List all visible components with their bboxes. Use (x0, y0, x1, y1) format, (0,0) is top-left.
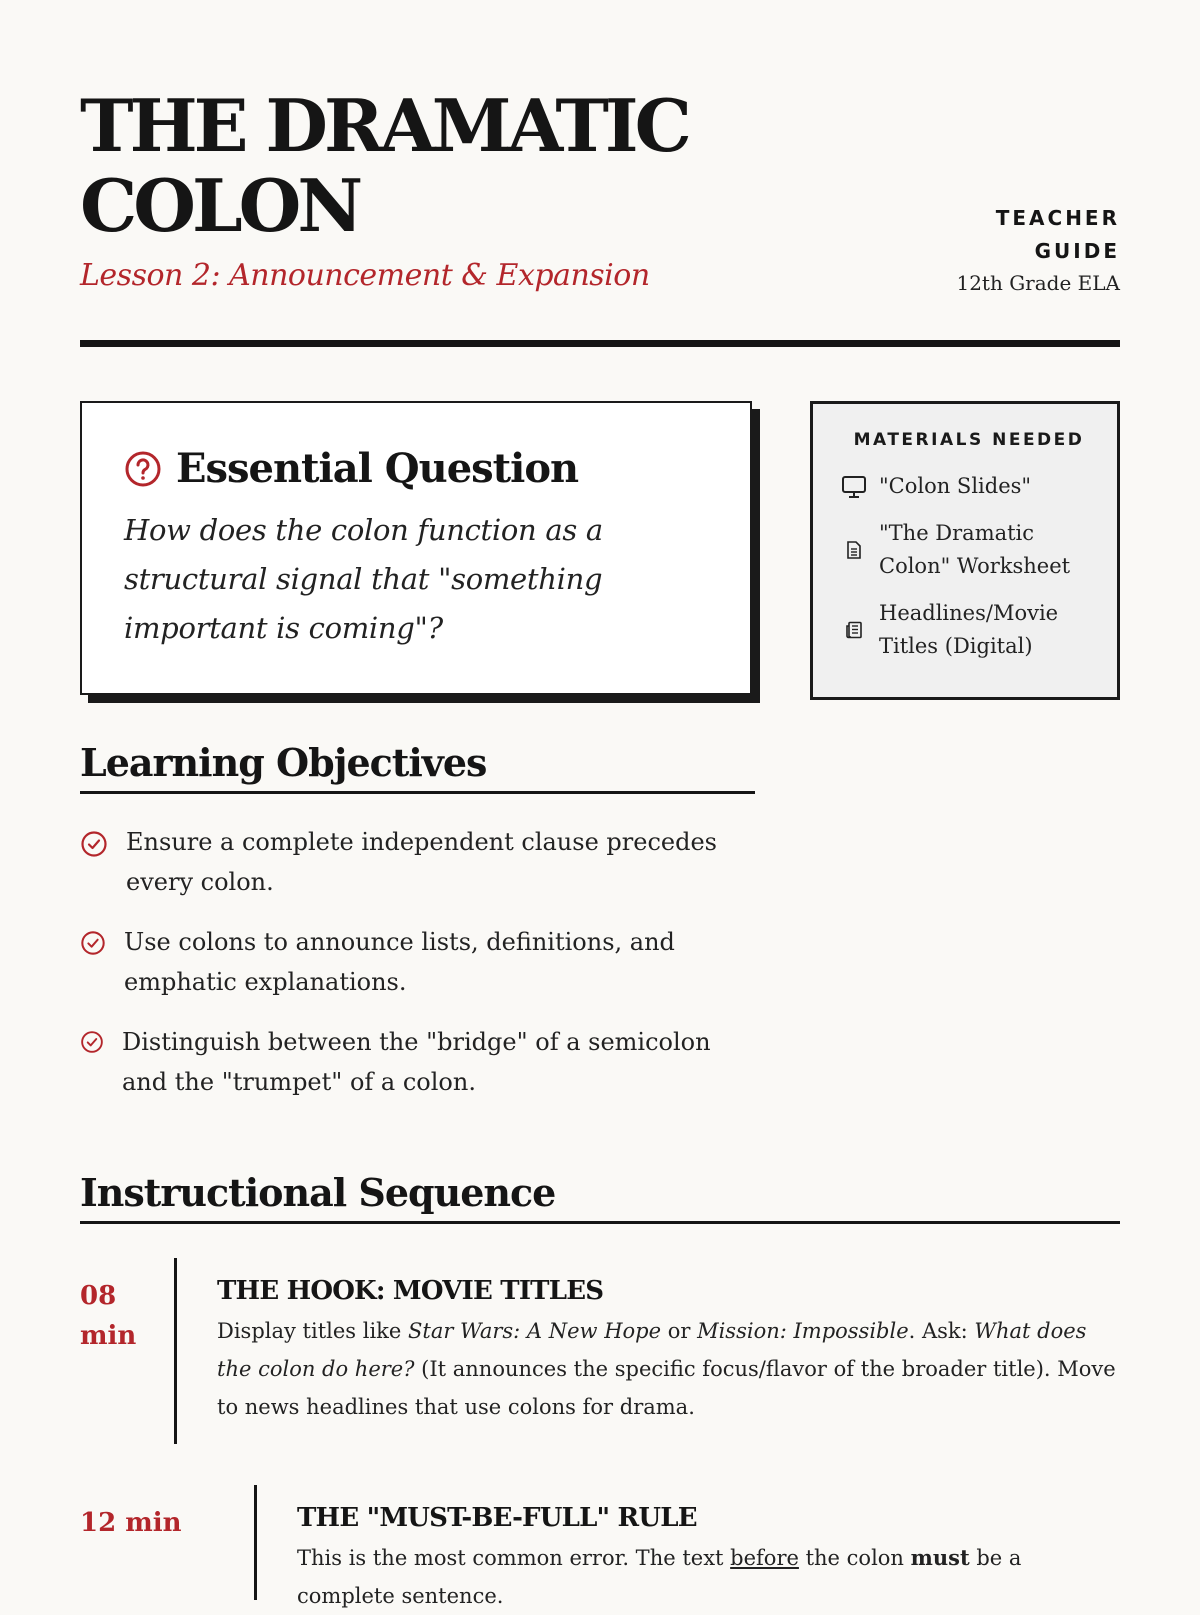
objectives-list (80, 822, 760, 1122)
body-text: the colon (798, 1546, 911, 1570)
document-icon (846, 541, 862, 559)
guide-info (860, 202, 1120, 298)
material-item (841, 597, 1097, 663)
objective-text: Ensure a complete independent clause precedes every colon. (126, 828, 717, 896)
body-text: This is the most common error. The text (297, 1546, 731, 1570)
header-divider (80, 340, 1120, 347)
step-body (217, 1312, 1120, 1426)
objective-text: Distinguish between the "bridge" of a semicolon and the "trumpet" of a colon. (122, 1028, 711, 1096)
newspaper-icon (845, 621, 863, 639)
body-text: be a complete sentence. (297, 1546, 1022, 1608)
body-text: . Ask: (908, 1319, 975, 1343)
materials-panel (810, 401, 1120, 700)
step-title: THE "MUST-BE-FULL" RULE (297, 1503, 697, 1533)
material-item (841, 517, 1097, 583)
guide-label: TEACHER GUIDE (995, 206, 1120, 263)
materials-heading: MATERIALS NEEDED (853, 430, 1085, 450)
step-content (217, 1276, 1120, 1426)
material-label: "The Dramatic Colon" Worksheet (879, 521, 1071, 578)
step-content (297, 1503, 1120, 1615)
body-emphasis: Star Wars: A New Hope (408, 1319, 662, 1343)
body-text: Display titles like (217, 1319, 408, 1343)
body-text: or (661, 1319, 698, 1343)
monitor-icon (841, 475, 867, 499)
sequence-heading: Instructional Sequence (80, 1170, 1120, 1224)
step-title: THE HOOK: MOVIE TITLES (217, 1276, 604, 1306)
page-title: THE DRAMATIC COLON (80, 83, 688, 248)
material-item (841, 470, 1097, 503)
step-divider (254, 1485, 257, 1600)
step-time: 08 min (80, 1281, 137, 1351)
sequence-step (80, 1485, 1120, 1608)
question-circle-icon (124, 450, 162, 488)
lesson-subtitle: Lesson 2: Announcement & Expansion (80, 258, 650, 293)
objective-item (80, 822, 760, 902)
check-circle-icon (80, 830, 108, 858)
body-emphasis: What does the colon do here? (217, 1319, 1087, 1381)
step-time: 12 min (80, 1508, 182, 1538)
check-circle-icon (80, 1030, 104, 1054)
essential-question-heading: Essential Question (176, 445, 579, 492)
objectives-heading: Learning Objectives (80, 740, 755, 794)
objective-text: Use colons to announce lists, definitions, and emphatic explanations. (124, 928, 675, 996)
step-body (297, 1539, 1120, 1615)
material-label: Headlines/Movie Titles (Digital) (879, 601, 1059, 658)
objective-item (80, 922, 760, 1002)
objective-item (80, 1022, 760, 1102)
material-label: "Colon Slides" (879, 474, 1032, 498)
essential-question-text: How does the colon function as a structural signal that "something important is coming"? (124, 513, 603, 645)
sequence-step (80, 1258, 1120, 1444)
body-bold: must (910, 1545, 970, 1570)
body-underline: before (730, 1546, 799, 1570)
essential-question-card (80, 401, 752, 695)
body-emphasis: Mission: Impossible (697, 1319, 909, 1343)
check-circle-icon (80, 930, 106, 956)
body-text: (It announces the specific focus/flavor of the broader title). Move to news headlines that use colons for drama. (217, 1357, 1116, 1419)
grade-label: 12th Grade ELA (956, 271, 1120, 295)
step-divider (174, 1258, 177, 1444)
